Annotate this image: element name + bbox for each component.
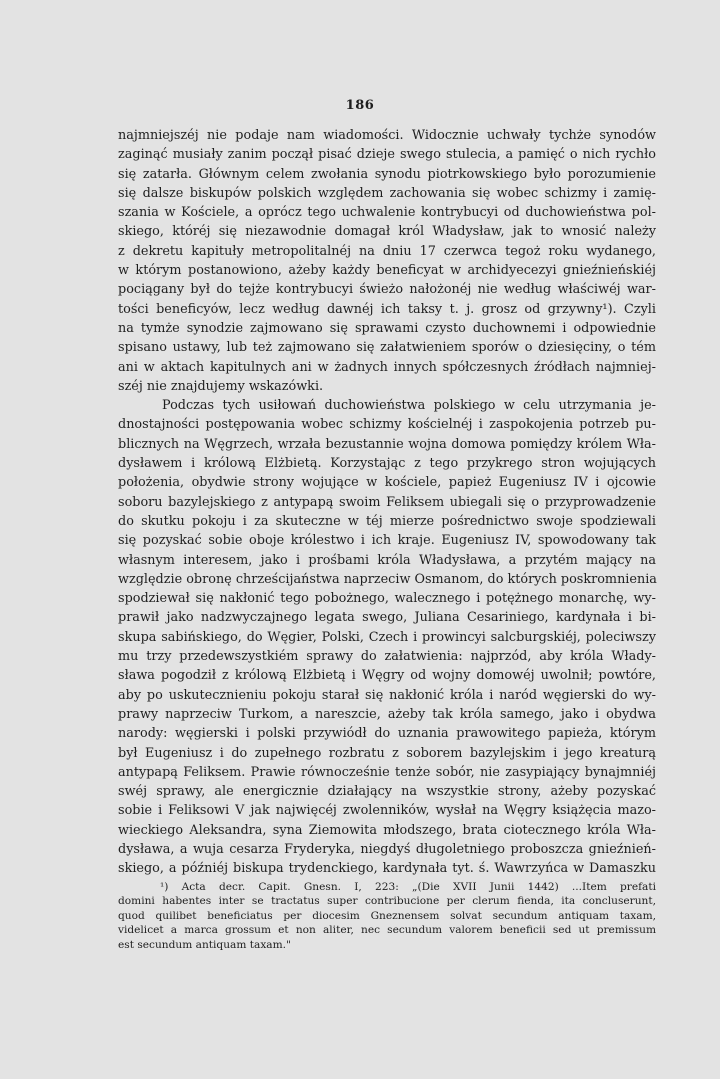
text-line: wieckiego Aleksandra, syna Ziemowita młodszego, brata ciotecznego króla Wła-	[118, 822, 656, 838]
text-line: mu trzy przedewszystkiém sprawy do załatwienia: najprzód, aby króla Włady-	[118, 649, 656, 665]
text-line: się zatarła. Głównym celem zwołania synodu piotrkowskiego było porozumienie	[118, 166, 656, 182]
text-line: blicznych na Węgrzech, wrzała bezustannie wojna domowa pomiędzy królem Wła-	[118, 436, 656, 452]
footnote-line: domini habentes inter se tractatus super contribucione per clerum fienda, ita concluserunt,	[118, 895, 656, 908]
text-line: szania w Kościele, a oprócz tego uchwalenie kontrybucyi od duchowieństwa pol-	[118, 205, 656, 221]
text-line: był Eugeniusz i do zupełnego rozbratu z soborem bazylejskim i jego kreaturą	[118, 745, 656, 761]
text-line: narody: węgierski i polski przywiódł do uznania prawowitego papieża, którym	[118, 726, 656, 742]
text-line: prawił jako nadzwyczajnego legata swego, Juliana Cesariniego, kardynała i bi-	[118, 610, 656, 626]
text-line: własnym interesem, jako i prośbami króla Władysława, a przytém mający na	[118, 552, 656, 568]
text-line: się dalsze biskupów polskich względem zachowania się wobec schizmy i zamię-	[118, 185, 656, 201]
text-line: z dekretu kapituły metropolitalnéj na dniu 17 czerwca tegoż roku wydanego,	[118, 243, 656, 259]
text-line: sława pogodził z królową Elżbietą i Węgry od wojny domowéj uwolnił; powtóre,	[118, 668, 656, 684]
text-line: skiego, któréj się niezawodnie domagał król Władysław, jak to wnosić należy	[118, 224, 656, 240]
footnote-line: quod quilibet beneficiatus per diocesim Gneznensem solvat secundum antiquam taxam,	[118, 909, 656, 922]
footnote-line: ¹) Acta decr. Capit. Gnesn. I, 223: „(Die XVII Junii 1442) ...Item prefati	[160, 881, 656, 893]
text-line: spodziewał się nakłonić tego pobożnego, walecznego i potężnego monarchę, wy-	[118, 591, 656, 607]
text-line: tości beneficyów, lecz według dawnéj ich taksy t. j. grosz od grzywny¹). Czyli	[118, 301, 656, 317]
footnotes	[118, 880, 656, 952]
text-line: aby po uskutecznieniu pokoju starał się nakłonić króla i naród węgierski do wy-	[118, 687, 656, 703]
text-line: na tymże synodzie zajmowano się sprawami czysto duchownemi i odpowiednie	[118, 320, 656, 336]
text-line: skiego, a późniéj biskupa trydenckiego, kardynała tyt. ś. Wawrzyńca w Damaszku	[118, 861, 656, 877]
body-text	[118, 126, 656, 879]
text-line: położenia, obydwie strony wojujące w kościele, papież Eugeniusz IV i ojcowie	[118, 475, 656, 491]
text-line: ani w aktach kapitulnych ani w żadnych innych spółczesnych źródłach najmniej-	[118, 359, 656, 375]
text-line: swéj sprawy, ale energicznie działający na wszystkie strony, ażeby pozyskać	[118, 784, 656, 800]
text-line: zaginąć musiały zanim począł pisać dzieje swego stulecia, a pamięć o nich rychło	[118, 147, 656, 163]
text-line: prawy naprzeciw Turkom, a nareszcie, ażeby tak króla samego, jako i obydwa	[118, 706, 656, 722]
text-line: się pozyskać sobie oboje królestwo i ich kraje. Eugeniusz IV, spowodowany tak	[118, 533, 656, 549]
footnote-line: est secundum antiquam taxam."	[118, 938, 291, 951]
text-line: soboru bazylejskiego z antypapą swoim Feliksem ubiegali się o przyprowadzenie	[118, 494, 656, 510]
text-line: antypapą Feliksem. Prawie równocześnie tenże sobór, nie zasypiający bynajmniéj	[118, 764, 656, 780]
page-number: 186	[345, 98, 375, 113]
text-line: skupa sabińskiego, do Węgier, Polski, Czech i prowincyi salcburgskiéj, poleciwszy	[118, 629, 656, 645]
text-line: do skutku pokoju i za skuteczne w téj mierze pośrednictwo swoje spodziewali	[118, 513, 656, 529]
text-line: pociągany był do tejże kontrybucyi świeżo nałożonéj nie według właściwéj war-	[118, 282, 656, 298]
text-line: sobie i Feliksowi V jak najwięcéj zwolenników, wysłał na Węgry książęcia mazo-	[118, 803, 656, 819]
text-line: w którym postanowiono, ażeby każdy beneficyat w archidyecezyi gnieźnieńskiéj	[118, 263, 656, 279]
text-line: dysława, a wuja cesarza Fryderyka, niegdyś długoletniego proboszcza gnieźnień-	[118, 841, 656, 857]
text-line: względzie obronę chrześcijaństwa naprzeciw Osmanom, do których poskromnienia	[118, 571, 657, 587]
text-line: dnostajności postępowania wobec schizmy kościelnéj i zaspokojenia potrzeb pu-	[118, 417, 656, 433]
text-line: spisano ustawy, lub też zajmowano się załatwieniem sporów o dziesięciny, o tém	[118, 340, 656, 356]
text-line: széj nie znajdujemy wskazówki.	[118, 378, 324, 394]
text-line: najmniejszéj nie podaje nam wiadomości. Widocznie uchwały tychże synodów	[118, 128, 656, 143]
footnote-line: videlicet a marca grossum et non aliter, nec secundum valorem beneficii sed ut premissum	[118, 924, 656, 937]
text-line: Podczas tych usiłowań duchowieństwa polskiego w celu utrzymania je-	[162, 398, 656, 414]
text-line: dysławem i królową Elżbietą. Korzystając z tego przykrego stron wojujących	[118, 456, 656, 472]
